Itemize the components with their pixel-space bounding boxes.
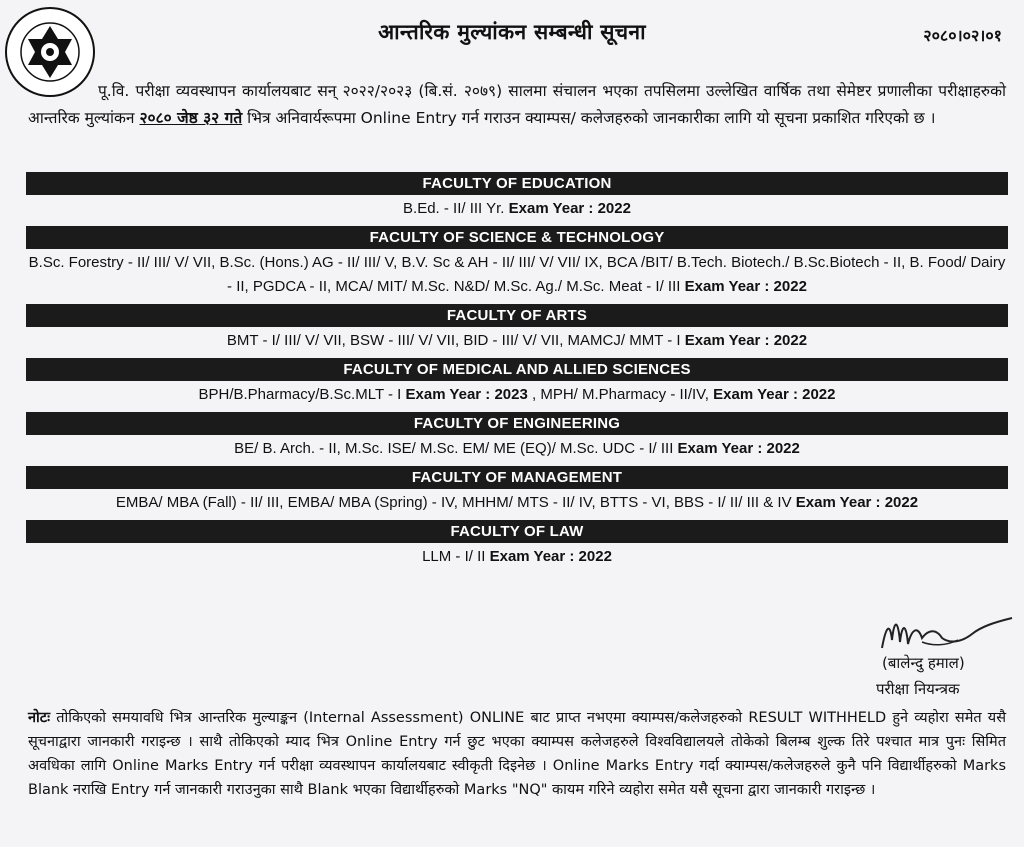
intro-text-1: पू.वि. परीक्षा व्यवस्थापन कार्यालयबाट सन् २०२२/२०२३ (बि.सं. २०७९) सालमा संचालन भएका तपसिलमा उल्लेखित वार्षिक तथा सेमेष्टर प्रणालीका परीक्षाहरुको आन्तरिक मुल्यांकन	[28, 82, 1006, 127]
note-text: तोकिएको समयावधि भित्र आन्तरिक मुल्याङ्कन (Internal Assessment) ONLINE बाट प्राप्त नभएमा क्याम्पस/कलेजहरुको RESULT WITHHELD हुने व्यहोरा समेत यसै सूचनाद्वारा जानकारी गराइन्छ । साथै तोकिएको म्याद भित्र Online Entry गर्न छुट भएका क्याम्पस कलेजहरुले विश्वविद्यालयले तोकेको बिलम्ब शुल्क तिरे पश्चात मात्र पुनः सिमित अवधिका लागि Online Marks Entry गर्न परीक्षा व्यवस्थापन कार्यालयबाट स्वीकृती दिइनेछ । Online Marks Entry गर्दा क्याम्पस/कलेजहरुले कुनै पनि विद्यार्थीहरुको Marks Blank नराखि Entry गर्न जानकारी गराउनुका साथै Blank भएका विद्यार्थीहरुको Marks "NQ" कायम गरिने व्यहोरा समेत यसै सूचना द्वारा जानकारी गराइन्छ ।	[28, 710, 1006, 798]
note-label: नोटः	[28, 710, 51, 726]
note-paragraph	[28, 706, 1006, 802]
intro-paragraph	[28, 78, 1006, 132]
faculty-heading: FACULTY OF EDUCATION	[26, 172, 1008, 195]
faculty-programs: EMBA/ MBA (Fall) - II/ III, EMBA/ MBA (Spring) - IV, MHHM/ MTS - II/ IV, BTTS - VI, BBS - I/ II/ III & IV Exam Year : 2022	[115, 494, 919, 511]
faculty-medical	[26, 358, 1008, 412]
faculty-heading: FACULTY OF MANAGEMENT	[26, 466, 1008, 489]
faculty-engineering	[26, 412, 1008, 466]
faculty-programs: B.Sc. Forestry - II/ III/ V/ VII, B.Sc. (Hons.) AG - II/ III/ V, B.V. Sc & AH - II/ III/ V/ VII/ IX, BCA /BIT/ B.Tech. Biotech./ B.Sc.Biotech - II, B. Food/ Dairy - II, PGDCA - II, MCA/ MIT/ M.Sc. N&D/ M.Sc. Ag./ M.Sc. Meat - I/ III Exam Year : 2022	[28, 254, 1006, 295]
deadline-date: २०८० जेष्ठ ३२ गते	[139, 109, 243, 127]
faculty-heading: FACULTY OF MEDICAL AND ALLIED SCIENCES	[26, 358, 1008, 381]
faculty-programs: BMT - I/ III/ V/ VII, BSW - III/ V/ VII, BID - III/ V/ VII, MAMCJ/ MMT - I Exam Year : 2022	[226, 332, 808, 349]
faculty-programs: BPH/B.Pharmacy/B.Sc.MLT - I Exam Year : 2023 , MPH/ M.Pharmacy - II/IV, Exam Year : 2022	[198, 386, 836, 403]
faculty-programs: LLM - I/ II Exam Year : 2022	[422, 548, 612, 565]
faculty-heading: FACULTY OF SCIENCE & TECHNOLOGY	[26, 226, 1008, 249]
faculty-heading: FACULTY OF ARTS	[26, 304, 1008, 327]
faculty-programs: BE/ B. Arch. - II, M.Sc. ISE/ M.Sc. EM/ ME (EQ)/ M.Sc. UDC - I/ III Exam Year : 2022	[234, 440, 800, 457]
faculty-management	[26, 466, 1008, 520]
reference-date: २०८०।०२।०१	[923, 26, 1002, 45]
faculty-programs: B.Ed. - II/ III Yr. Exam Year : 2022	[403, 200, 631, 217]
faculty-science-technology	[26, 226, 1008, 304]
intro-text-2: भित्र अनिवार्यरूपमा Online Entry गर्न गराउन क्याम्पस/ कलेजहरुको जानकारीका लागि यो सूचना प्रकाशित गरिएको छ ।	[242, 109, 936, 127]
faculty-education	[26, 172, 1008, 226]
signer-designation: परीक्षा नियन्त्रक	[876, 680, 960, 698]
faculty-heading: FACULTY OF ENGINEERING	[26, 412, 1008, 435]
faculty-arts	[26, 304, 1008, 358]
faculty-law	[26, 520, 1008, 574]
faculty-heading: FACULTY OF LAW	[26, 520, 1008, 543]
notice-title: आन्तरिक मुल्यांकन सम्बन्धी सूचना	[378, 20, 646, 44]
faculty-list	[26, 172, 1008, 574]
signer-name: (बालेन्दु हमाल)	[882, 654, 965, 672]
